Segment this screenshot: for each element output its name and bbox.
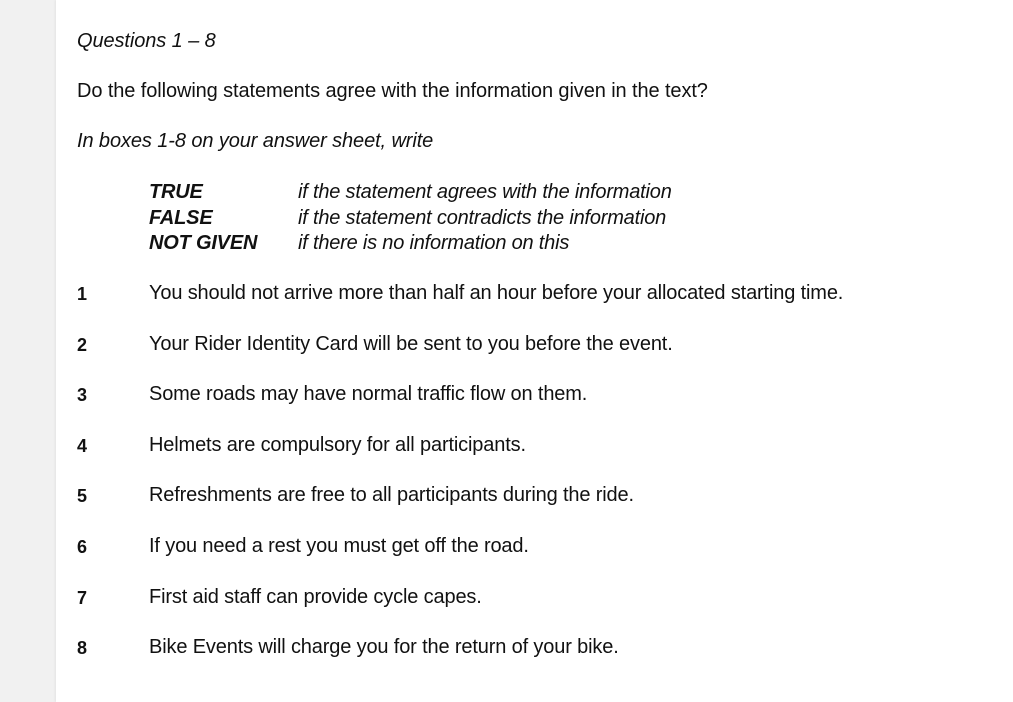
question-text: Some roads may have normal traffic flow on them.: [149, 383, 588, 406]
question-text: Refreshments are free to all participants during the ride.: [149, 484, 634, 507]
question-number: 8: [77, 638, 87, 659]
question-item: [77, 484, 843, 535]
legend-row-true: [149, 181, 672, 207]
question-text: First aid staff can provide cycle capes.: [149, 585, 482, 608]
question-item: [77, 333, 843, 384]
question-number: 5: [77, 486, 87, 507]
question-text: Helmets are compulsory for all participants.: [149, 433, 526, 456]
question-number: 2: [77, 334, 87, 355]
legend-key: TRUE: [149, 181, 203, 203]
question-number: 6: [77, 536, 87, 557]
question-number: 1: [77, 284, 87, 304]
question-number: 4: [77, 435, 87, 456]
document-page: [56, 0, 1013, 702]
question-list: [77, 282, 843, 687]
legend-description: if the statement contradicts the information: [298, 206, 667, 229]
question-item: [77, 535, 843, 586]
legend-description: if there is no information on this: [298, 232, 570, 254]
question-item: [77, 636, 843, 687]
legend-key: NOT GIVEN: [149, 232, 258, 254]
instruction-text: Do the following statements agree with the information given in the text?: [77, 80, 708, 102]
question-item: [77, 282, 843, 333]
questions-heading: Questions 1 – 8: [77, 30, 216, 52]
question-number: 7: [77, 587, 87, 608]
legend-row-false: [149, 207, 672, 233]
legend-description: if the statement agrees with the information: [298, 181, 672, 203]
question-number: 3: [77, 385, 87, 406]
answer-legend: [149, 181, 672, 258]
question-text: If you need a rest you must get off the road.: [149, 534, 529, 557]
question-text: Your Rider Identity Card will be sent to you before the event.: [149, 332, 673, 355]
answer-sheet-instruction: In boxes 1-8 on your answer sheet, write: [77, 130, 434, 152]
question-item: [77, 383, 843, 434]
question-text: Bike Events will charge you for the return of your bike.: [149, 636, 619, 659]
legend-row-not-given: [149, 232, 672, 258]
question-text: You should not arrive more than half an hour before your allocated starting time.: [149, 282, 844, 304]
question-item: [77, 586, 843, 637]
question-item: [77, 434, 843, 485]
legend-key: FALSE: [149, 206, 213, 229]
